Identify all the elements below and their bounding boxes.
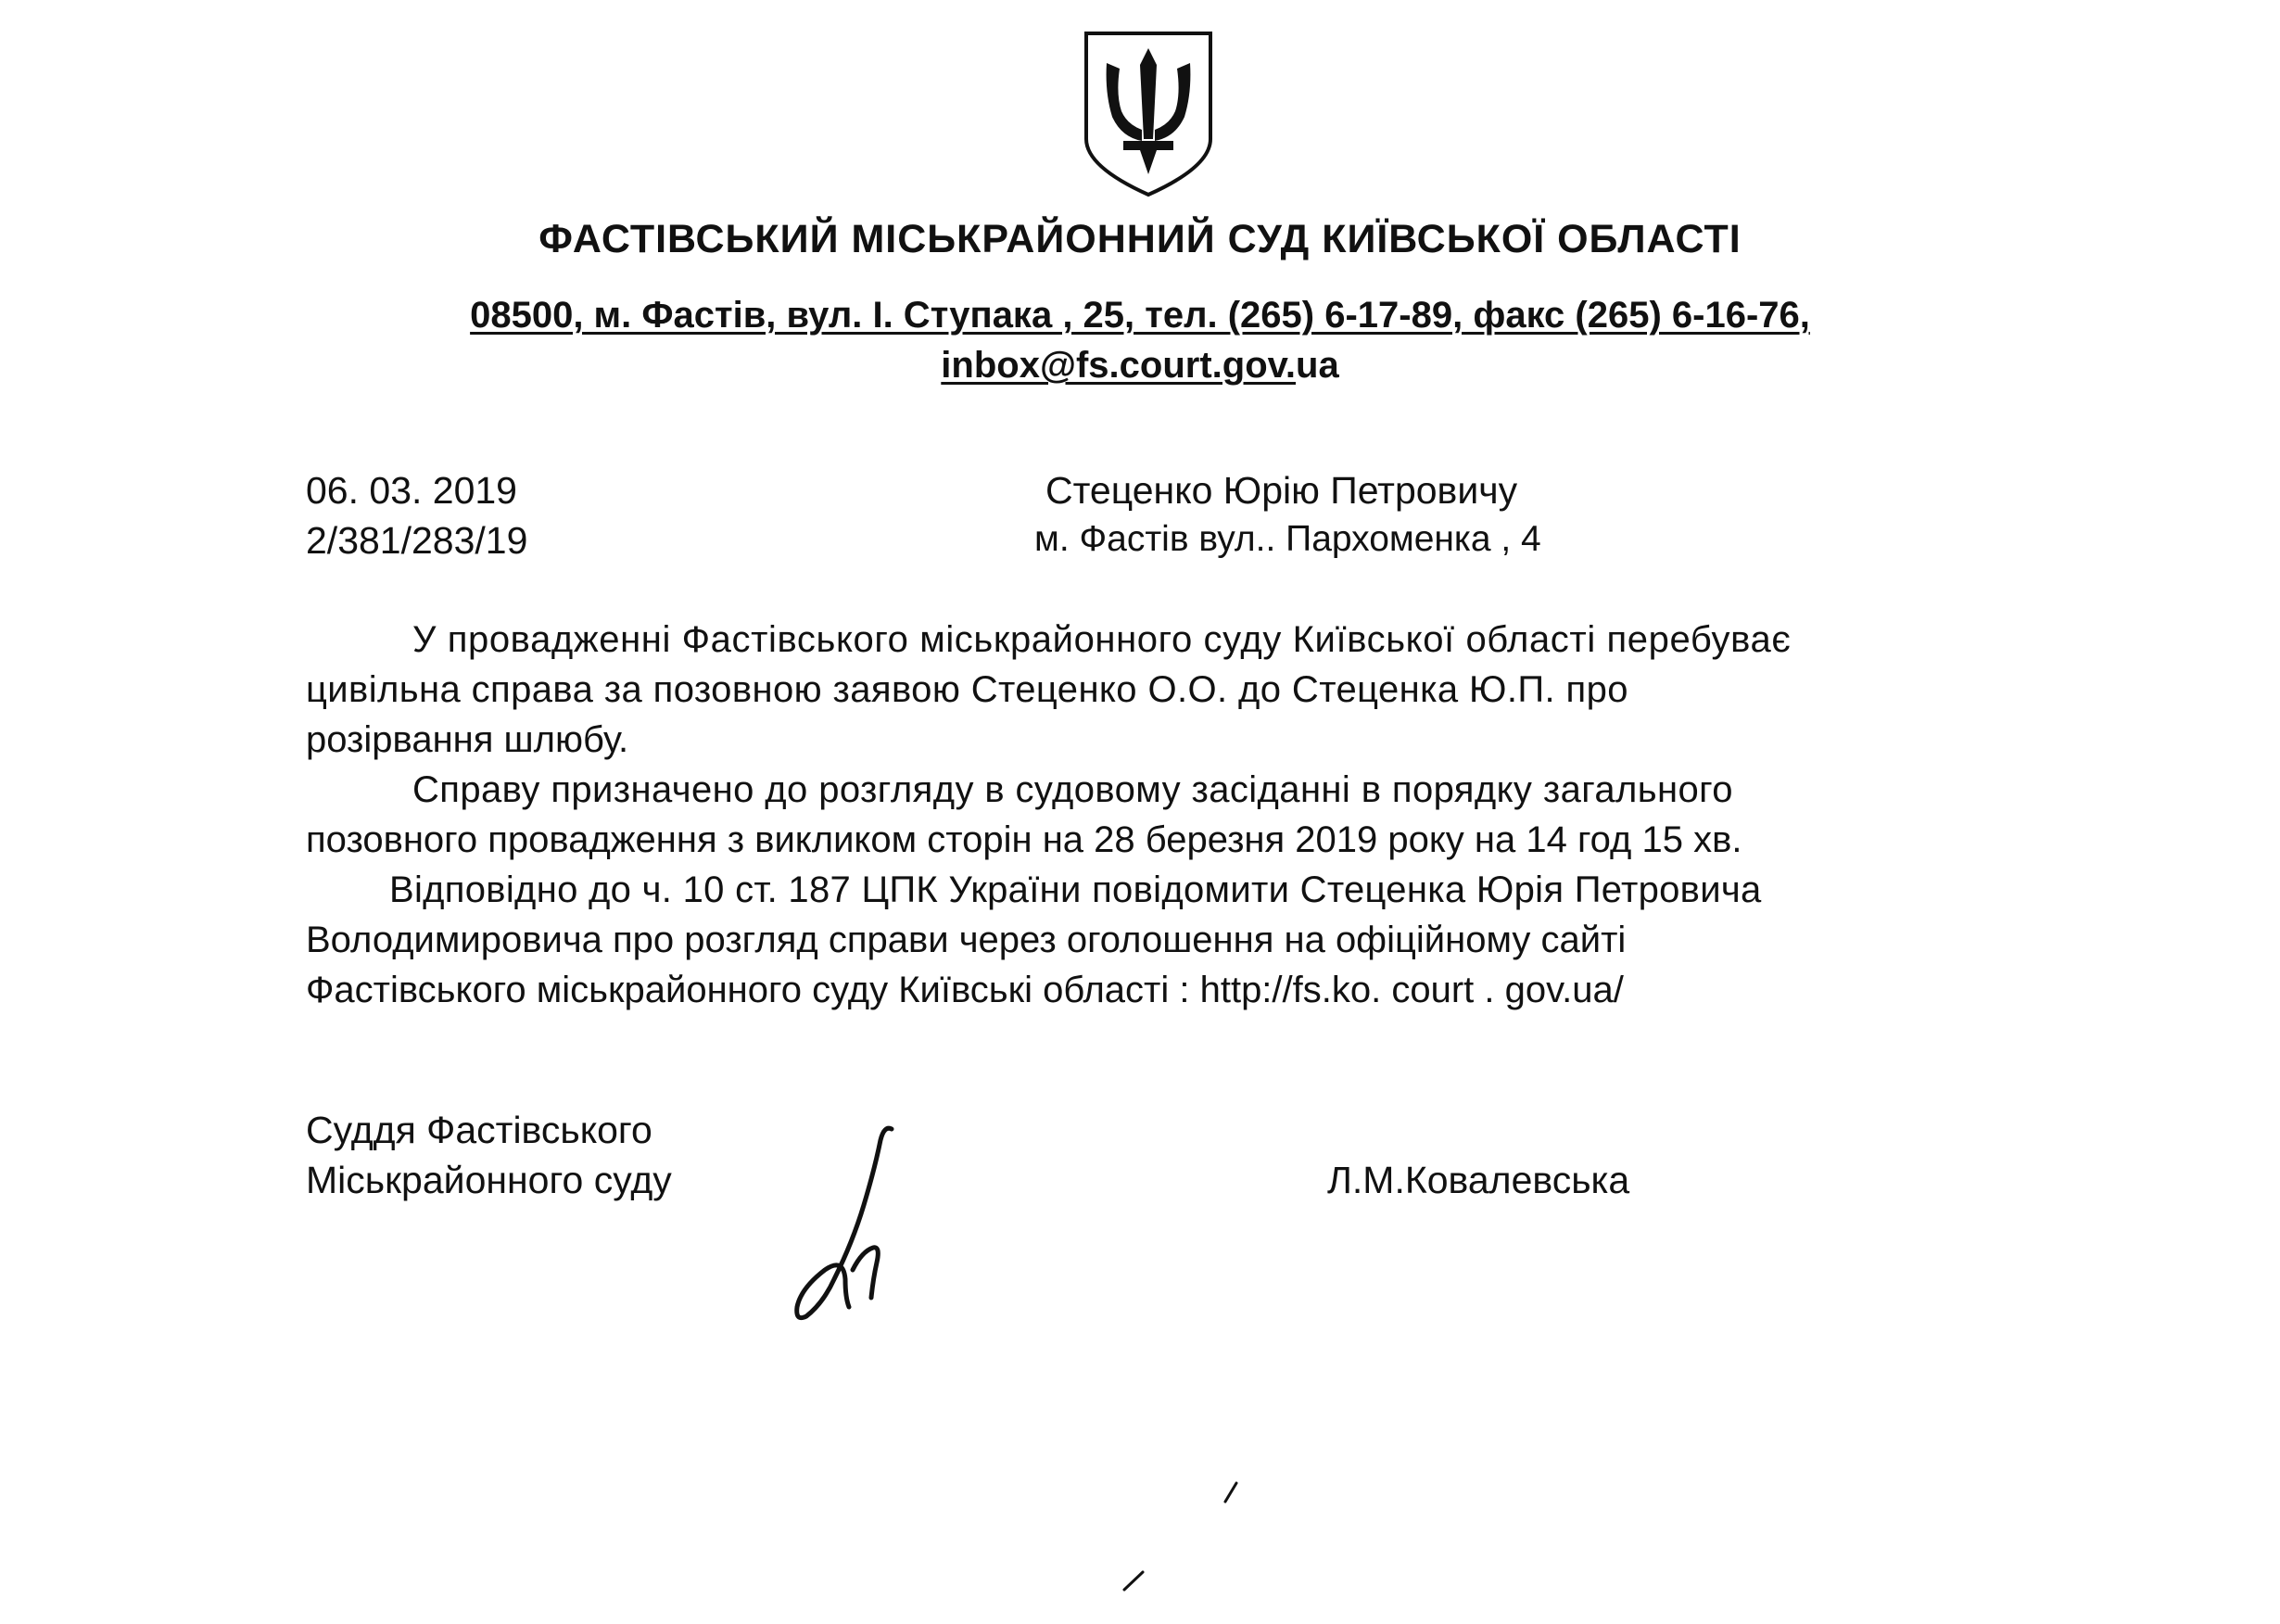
recipient-name: Стеценко Юрію Петровичу — [1045, 469, 1518, 512]
body-line: Володимировича про розгляд справи через оголошення на офіційному сайті — [306, 920, 1627, 960]
court-email-link[interactable]: inbox@fs.court.gov. — [941, 345, 1297, 386]
body-line: позовного провадження з викликом сторін на 28 березня 2019 року на 14 год 15 хв. — [306, 819, 1742, 860]
case-reference: 2/381/283/19 — [306, 519, 528, 562]
trident-coat-of-arms-icon — [1079, 28, 1218, 199]
court-name: ФАСТІВСЬКИЙ МІСЬКРАЙОННИЙ СУД КИЇВСЬКОЇ ОБЛАСТІ — [538, 217, 1742, 261]
court-address-text: 08500, м. Фастів, вул. І. Ступака , 25, тел. (265) 6-17-89, факс (265) 6-16-76, — [470, 295, 1810, 336]
body-line: Справу призначено до розгляду в судовому засіданні в порядку загального — [412, 769, 1733, 810]
body-line: У провадженні Фастівського міськрайонного суду Київської області перебуває — [412, 619, 1792, 660]
judge-title-line2: Міськрайонного суду — [306, 1159, 672, 1201]
judge-name: Л.М.Ковалевська — [1327, 1159, 1630, 1201]
handwritten-signature-icon — [788, 1122, 908, 1326]
judge-title-line1: Суддя Фастівського — [306, 1109, 652, 1151]
stray-mark-icon — [1121, 1568, 1146, 1592]
recipient-address: м. Фастів вул.. Пархоменка , 4 — [1034, 519, 1541, 559]
body-line: цивільна справа за позовною заявою Стеценко О.О. до Стеценка Ю.П. про — [306, 669, 1628, 710]
stray-mark-icon — [1222, 1481, 1240, 1503]
court-address — [0, 295, 2280, 336]
body-line: Відповідно до ч. 10 ст. 187 ЦПК України повідомити Стеценка Юрія Петровича — [389, 869, 1762, 910]
court-email-tail: ua — [1296, 345, 1339, 386]
body-line: розірвання шлюбу. — [306, 719, 629, 760]
document-date: 06. 03. 2019 — [306, 469, 517, 512]
court-email[interactable] — [0, 345, 2280, 387]
body-line-with-url: Фастівського міськрайонного суду Київські області : http://fs.ko. court . gov.ua/ — [306, 970, 1624, 1010]
